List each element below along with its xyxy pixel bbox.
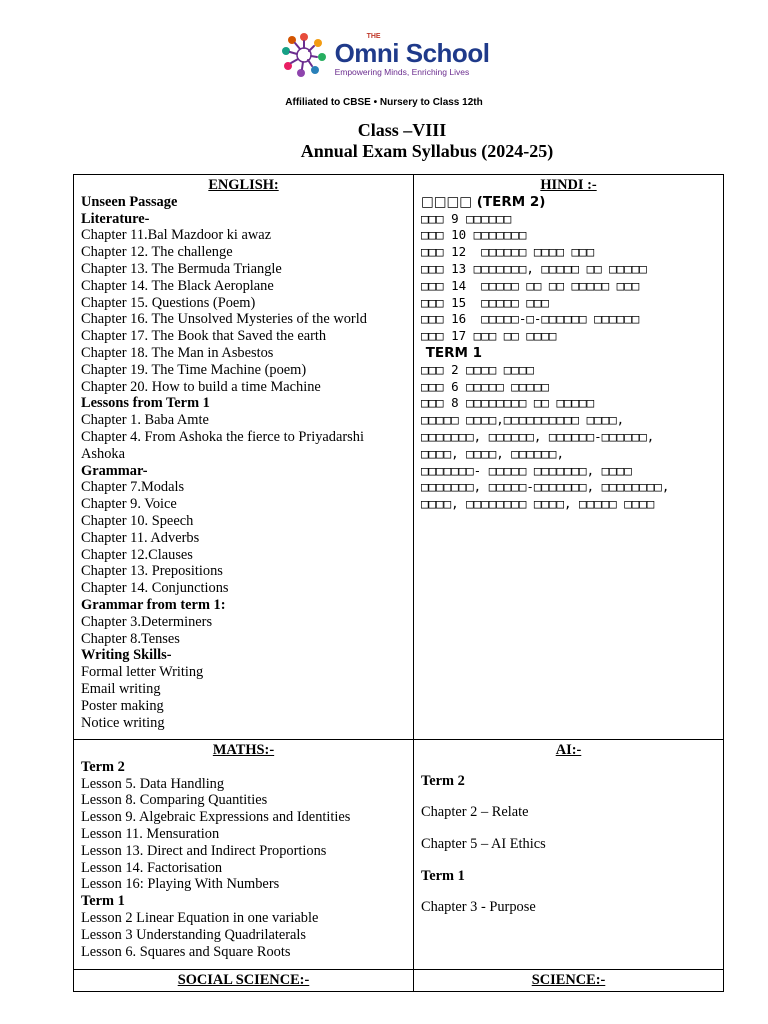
list-item: Chapter 7.Modals — [81, 479, 185, 496]
english-heading: ENGLISH: — [208, 177, 279, 193]
list-item: Chapter 5 – AI Ethics — [421, 835, 546, 852]
hindi-line: □□□□□□□- □□□□□ □□□□□□□, □□□□ — [421, 462, 632, 478]
hindi-line: □□□ 16 □□□□□-□-□□□□□□ □□□□□□ — [421, 311, 640, 327]
hindi-line: □□□ 15 □□□□□ □□□ — [421, 294, 549, 310]
ai-term2-heading: Term 2 — [421, 772, 465, 789]
list-item: Chapter 14. Conjunctions — [81, 580, 229, 597]
list-item: Chapter 1. Baba Amte — [81, 412, 209, 429]
hindi-cell — [414, 175, 724, 740]
maths-cell — [74, 740, 414, 970]
writing-skills-heading: Writing Skills- — [81, 647, 172, 664]
hindi-line: □□□ 9 □□□□□□ — [421, 210, 512, 226]
hindi-line: □□□□, □□□□, □□□□□□, — [421, 445, 564, 461]
science-heading: SCIENCE:- — [531, 972, 606, 988]
list-item: Formal letter Writing — [81, 664, 204, 681]
logo-emblem-icon — [279, 30, 329, 80]
hindi-line: □□□□, □□□□□□□□ □□□□, □□□□□ □□□□ — [421, 496, 655, 512]
list-item: Lesson 2 Linear Equation in one variable — [81, 909, 319, 926]
maths-term1-heading: Term 1 — [81, 893, 125, 910]
ai-heading: AI:- — [555, 742, 582, 758]
hindi-line: TERM 1 — [421, 344, 483, 361]
list-item: Chapter 15. Questions (Poem) — [81, 294, 256, 311]
list-item: Poster making — [81, 697, 164, 714]
list-item: Chapter 20. How to build a time Machine — [81, 378, 321, 395]
list-item: Chapter 3 - Purpose — [421, 899, 536, 916]
list-item: Chapter 2 – Relate — [421, 804, 529, 821]
unseen-passage: Unseen Passage — [81, 193, 178, 210]
class-title: Class –VIII — [357, 120, 447, 140]
list-item: Lesson 14. Factorisation — [81, 859, 223, 876]
list-item: Chapter 18. The Man in Asbestos — [81, 344, 274, 361]
logo-name: Omni School — [334, 38, 490, 69]
list-item: Lesson 5. Data Handling — [81, 775, 225, 792]
list-item: Lesson 13. Direct and Indirect Proportions — [81, 842, 327, 859]
logo-the: THE — [366, 33, 381, 41]
hindi-line: □□□ 17 □□□ □□ □□□□ — [421, 328, 557, 344]
grammar-heading: Grammar- — [81, 462, 148, 479]
social-science-heading: SOCIAL SCIENCE:- — [177, 972, 310, 988]
hindi-line: □□□ 13 □□□□□□□, □□□□□ □□ □□□□□ — [421, 260, 647, 276]
hindi-heading: HINDI :- — [540, 177, 597, 193]
list-item: Lesson 3 Understanding Quadrilaterals — [81, 926, 306, 943]
list-item: Chapter 12.Clauses — [81, 546, 193, 563]
english-cell — [74, 175, 414, 740]
list-item: Chapter 16. The Unsolved Mysteries of the world — [81, 311, 367, 328]
list-item: Lesson 16: Playing With Numbers — [81, 876, 280, 893]
list-item: Chapter 3.Determiners — [81, 613, 213, 630]
syllabus-table — [73, 174, 724, 992]
hindi-line: □□□ 8 □□□□□□□□ □□ □□□□□ — [421, 395, 595, 411]
logo-tagline: Empowering Minds, Enriching Lives — [334, 67, 470, 78]
hindi-line: □□□□ (TERM 2) — [421, 193, 546, 210]
list-item: Chapter 4. From Ashoka the fierce to Priyadarshi Ashoka — [81, 428, 364, 462]
science-cell — [414, 970, 724, 992]
list-item: Lesson 6. Squares and Square Roots — [81, 943, 291, 960]
hindi-line: □□□□□□□, □□□□□□, □□□□□□-□□□□□□, — [421, 428, 655, 444]
exam-title: Annual Exam Syllabus (2024-25) — [300, 141, 554, 161]
affiliation-text: Affiliated to CBSE • Nursery to Class 12th — [285, 97, 483, 108]
list-item: Chapter 11.Bal Mazdoor ki awaz — [81, 227, 272, 244]
hindi-line: □□□ 12 □□□□□□ □□□□ □□□ — [421, 244, 595, 260]
grammar-term1-heading: Grammar from term 1: — [81, 596, 226, 613]
list-item: Chapter 11. Adverbs — [81, 529, 200, 546]
maths-term2-heading: Term 2 — [81, 758, 125, 775]
list-item: Email writing — [81, 680, 161, 697]
hindi-line: □□□ 6 □□□□□ □□□□□ — [421, 378, 549, 394]
list-item: Lesson 11. Mensuration — [81, 825, 220, 842]
list-item: Lesson 9. Algebraic Expressions and Identities — [81, 809, 351, 826]
literature-heading: Literature- — [81, 210, 150, 227]
list-item: Chapter 12. The challenge — [81, 244, 233, 261]
page-header — [0, 30, 768, 108]
school-logo — [279, 30, 490, 80]
hindi-content — [421, 194, 716, 513]
hindi-line: □□□□□ □□□□,□□□□□□□□□□ □□□□, — [421, 412, 625, 428]
ai-cell — [414, 740, 724, 970]
social-science-cell — [74, 970, 414, 992]
list-item: Chapter 13. Prepositions — [81, 563, 223, 580]
maths-heading: MATHS:- — [212, 742, 275, 758]
term1-lessons-heading: Lessons from Term 1 — [81, 395, 210, 412]
list-item: Lesson 8. Comparing Quantities — [81, 792, 268, 809]
hindi-line: □□□ 10 □□□□□□□ — [421, 227, 527, 243]
hindi-line: □□□□□□□, □□□□□-□□□□□□□, □□□□□□□□, — [421, 479, 670, 495]
list-item: Chapter 13. The Bermuda Triangle — [81, 260, 282, 277]
hindi-line: □□□ 2 □□□□ □□□□ — [421, 361, 534, 377]
list-item: Chapter 10. Speech — [81, 512, 194, 529]
hindi-line: □□□ 14 □□□□□ □□ □□ □□□□□ □□□ — [421, 277, 640, 293]
list-item: Notice writing — [81, 714, 165, 731]
list-item: Chapter 14. The Black Aeroplane — [81, 277, 274, 294]
list-item: Chapter 8.Tenses — [81, 630, 180, 647]
list-item: Chapter 17. The Book that Saved the earth — [81, 328, 327, 345]
list-item: Chapter 9. Voice — [81, 496, 177, 513]
list-item: Chapter 19. The Time Machine (poem) — [81, 361, 307, 378]
ai-term1-heading: Term 1 — [421, 867, 465, 884]
